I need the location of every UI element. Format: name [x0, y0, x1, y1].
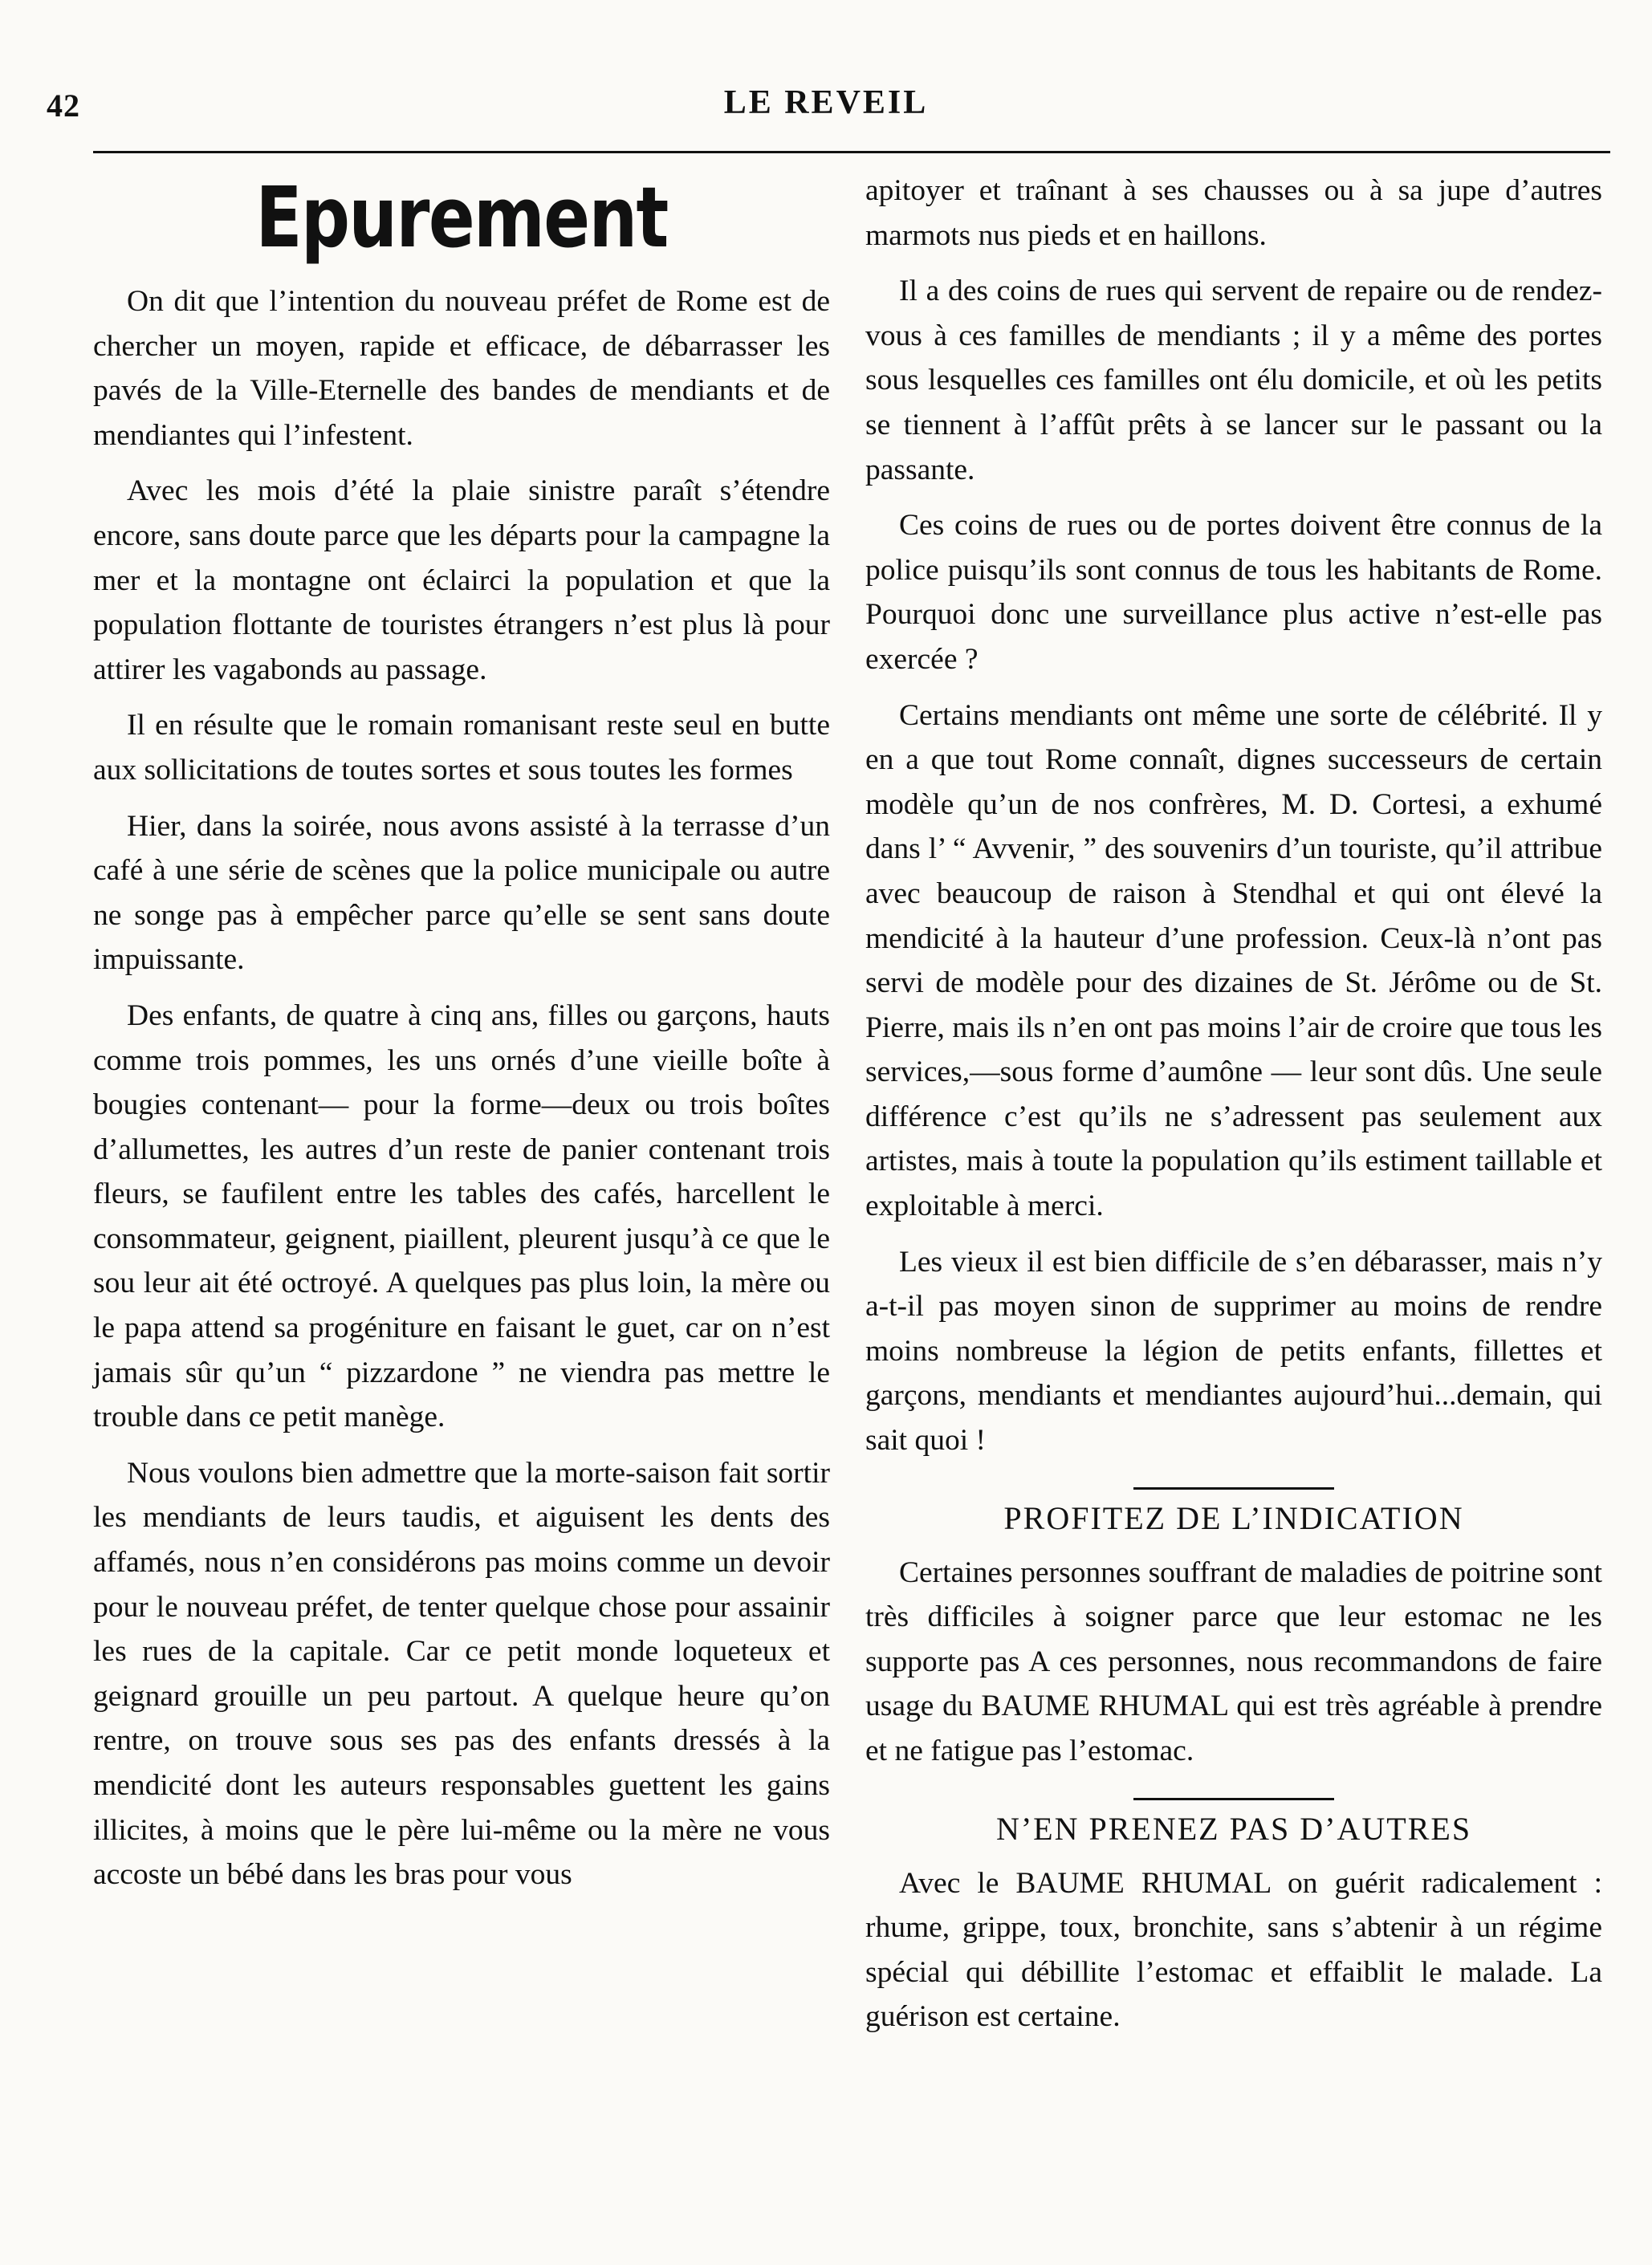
- article-paragraph: Certains mendiants ont même une sorte de célébrité. Il y en a que tout Rome connaît, dignes successeurs de certain modèle qu’un de nos confrères, M. D. Cortesi, a exhumé dans l’ “ Avvenir, ” des souvenirs d’un touriste, qu’il attribue avec beaucoup de raison à Stendhal et qui ont élevé la mendicité à la hauteur d’une profession. Ceux-là n’ont pas servi de modèle pour des dizaines de St. Jérôme ou de St. Pierre, mais ils n’en ont pas moins l’air de croire que tous les services,—sous forme d’aumône — leur sont dûs. Une seule différence c’est qu’ils ne s’adressent pas seulement aux artistes, mais à toute la population qu’ils estiment taillable et exploitable à merci.: [865, 698, 1602, 1223]
- article-paragraph: Avec les mois d’été la plaie sinistre paraît s’étendre encore, sans doute parce que les départs pour la campagne la mer et la montagne ont éclairci la population et que la population flottante de touristes étrangers n’est plus là pour attirer les vagabonds au passage.: [93, 474, 830, 686]
- article-paragraph: Nous voulons bien admettre que la morte-saison fait sortir les mendiants de leurs taudis, et aiguisent les dents des affamés, nous n’en considérons pas moins comme un devoir pour le nouveau préfet, de tenter quelque chose pour assainir les rues de la capitale. Car ce petit monde loqueteux et geignard grouille un peu partout. A quelque heure qu’on rentre, on trouve sous ses pas des enfants dressés à la mendicité dont les auteurs responsables guettent les gains illicites, à moins que le père lui-même ou la mère ne vous accoste un bébé dans les bras pour vous: [93, 1456, 830, 1892]
- article-paragraph: On dit que l’intention du nouveau préfet de Rome est de chercher un moyen, rapide et efficace, de débarrasser les pavés de la Ville-Eternelle des bandes de mendiants et de mendiantes qui l’infestent.: [93, 285, 830, 452]
- page-number: 42: [47, 87, 80, 124]
- article-paragraph: Des enfants, de quatre à cinq ans, filles ou garçons, hauts comme trois pommes, les uns ornés d’une vieille boîte à bougies contenant— pour la forme—deux ou trois boîtes d’allumettes, les autres d’un reste de panier contenant trois fleurs, se faufilent entre les tables des cafés, harcellent le consommateur, geignent, piaillent, pleurent jusqu’à ce que le sou leur ait été octroyé. A quelques pas plus loin, la mère ou le papa attend sa progéniture en faisant le guet, car on n’est jamais sûr qu’un “ pizzardone ” ne viendra pas mettre le trouble dans ce petit manège.: [93, 998, 830, 1434]
- article-paragraph: Il en résulte que le romain romanisant reste seul en butte aux sollicitations de toutes sortes et sous toutes les formes: [93, 709, 830, 787]
- page-header: [0, 0, 1652, 152]
- header-rule: [93, 151, 1610, 153]
- left-column: [93, 169, 830, 1909]
- article-paragraph-continued: apitoyer et traînant à ses chausses ou à sa jupe d’autres marmots nus pieds et en haillons.: [865, 174, 1602, 252]
- article-paragraph: Les vieux il est bien difficile de s’en débarasser, mais n’y a-t-il pas moyen sinon de supprimer au moins de rendre moins nombreuse la légion de petits enfants, fillettes et garçons, mendiants et mendiantes aujourd’hui...demain, qui sait quoi !: [865, 1245, 1602, 1458]
- article-paragraph: Ces coins de rues ou de portes doivent être connus de la police puisqu’ils sont connus de tous les habitants de Rome. Pourquoi donc une surveillance plus active n’est-elle pas exercée ?: [865, 509, 1602, 676]
- article-title: Epurement: [255, 169, 668, 266]
- article-paragraph: Hier, dans la soirée, nous avons assisté à la terrasse d’un café à une série de scènes que la police municipale ou autre ne songe pas à empêcher parce qu’elle se sent sans doute impuissante.: [93, 809, 830, 977]
- article-paragraph: Il a des coins de rues qui servent de repaire ou de rendez-vous à ces familles de mendiants ; il y a même des portes sous lesquelles ces familles ont élu domicile, et où les petits se tiennent à l’affût prêts à se lancer sur le passant ou la passante.: [865, 274, 1602, 486]
- section-divider: [1133, 1487, 1334, 1490]
- ad-body: Certaines personnes souffrant de maladies de poitrine sont très difficiles à soigner parce que leur estomac ne les supporte pas A ces personnes, nous recommandons de faire usage du BAUME RHUMAL qui est très agréable à prendre et ne fatigue pas l’estomac.: [865, 1555, 1602, 1767]
- right-column: [865, 169, 1602, 2051]
- running-title: LE REVEIL: [723, 84, 929, 121]
- section-divider: [1133, 1798, 1334, 1800]
- ad-title: N’EN PRENEZ PAS D’AUTRES: [995, 1810, 1472, 1847]
- ad-body: Avec le BAUME RHUMAL on guérit radicalement : rhume, grippe, toux, bronchite, sans s’abtenir à un régime spécial qui débillite l’estomac et effaiblit le malade. La guérison est certaine.: [865, 1866, 1602, 2034]
- ad-title: PROFITEZ DE L’INDICATION: [1003, 1499, 1464, 1536]
